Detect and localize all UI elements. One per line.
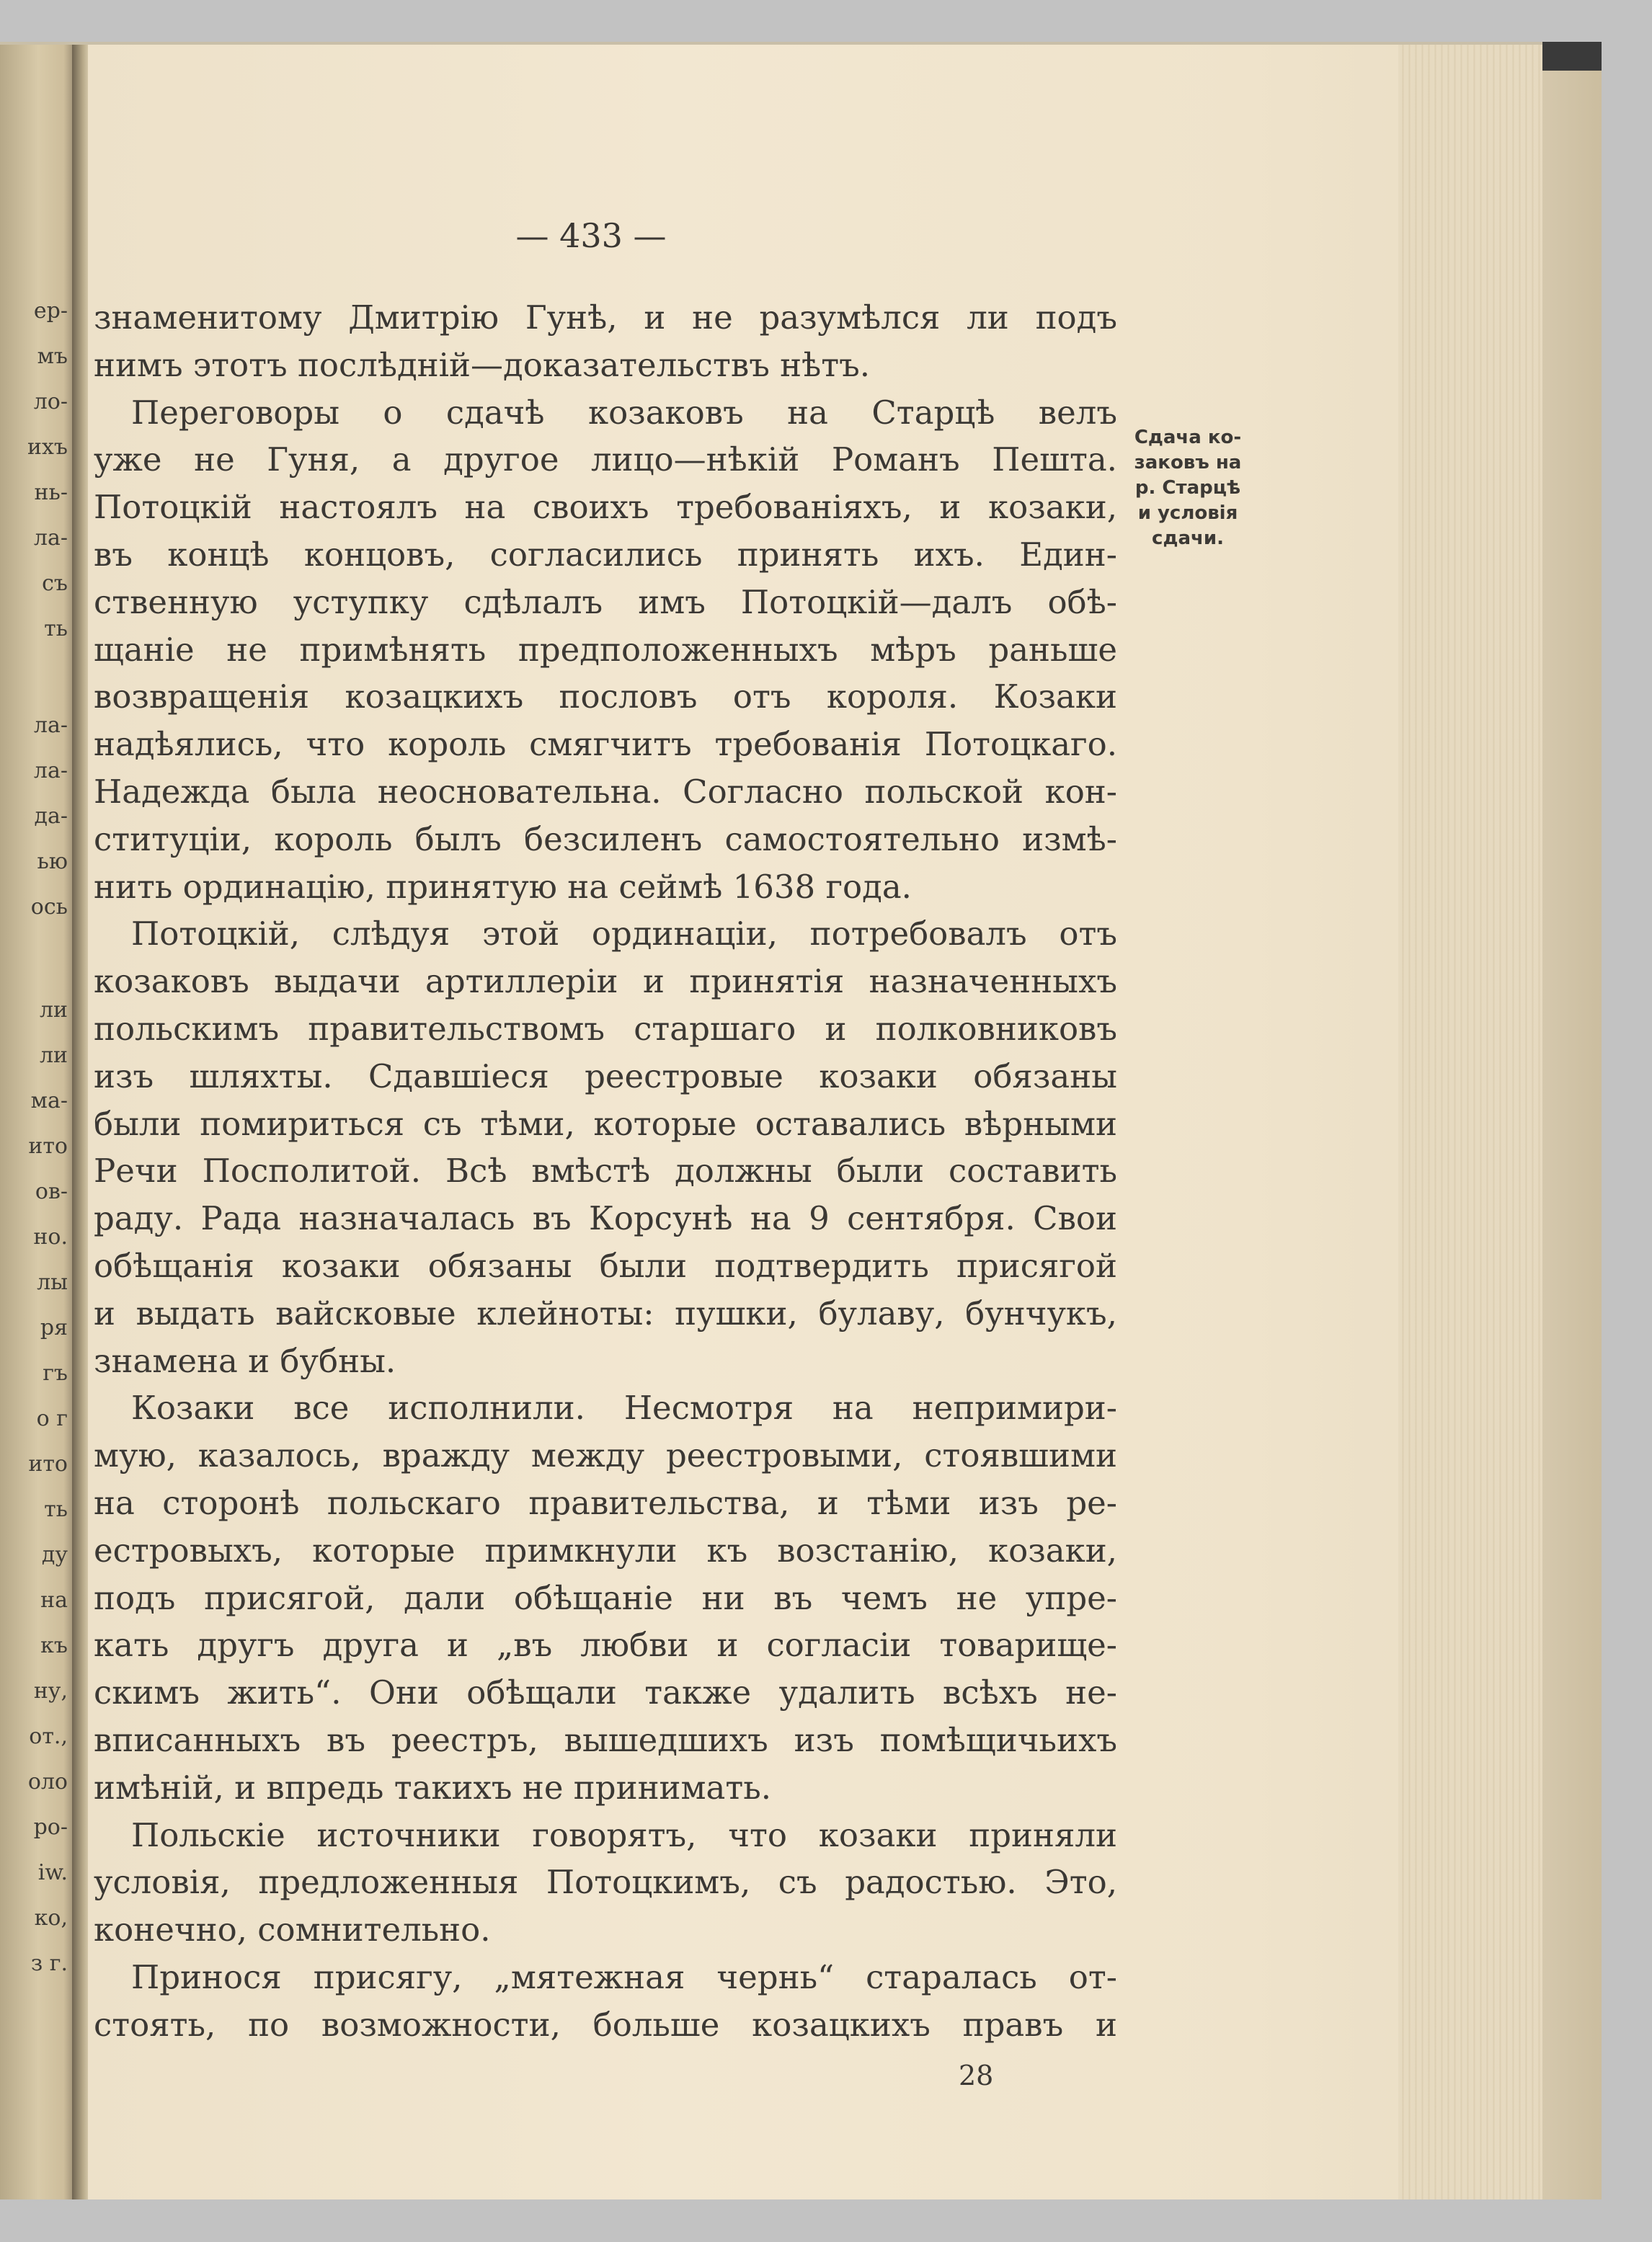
left-fragment-line: от., — [29, 1724, 68, 1749]
text-line: нимъ этотъ послѣднiй—доказательствъ нѣтъ. — [94, 345, 871, 384]
text-line: вписанныхъ въ реестръ, вышедшихъ изъ помѣщичьихъ — [94, 1720, 1117, 1759]
text-line: Козаки все исполнили. Несмотря на непримири- — [131, 1389, 1117, 1428]
left-fragment-line: ью — [37, 849, 68, 874]
text-line: польскимъ правительствомъ старшаго и полковниковъ — [94, 1009, 1117, 1048]
left-fragment-line: ло- — [33, 389, 68, 414]
text-line: Потоцкiй настоялъ на своихъ требованiяхъ, и козаки, — [94, 488, 1117, 527]
body-text — [94, 294, 1117, 2048]
left-fragment-line: оло — [27, 1769, 68, 1794]
text-line: имѣнiй, и впредь такихъ не принимать. — [94, 1768, 772, 1807]
left-fragment-line: мъ — [37, 344, 68, 369]
left-fragment-line: ть — [44, 616, 68, 641]
signature-mark: 28 — [959, 2060, 994, 2091]
left-fragment-line: ихъ — [27, 435, 68, 460]
text-line: изъ шляхты. Сдавшiеся реестровые козаки обязаны — [94, 1057, 1117, 1095]
scanner-edge — [1542, 42, 1602, 71]
text-line: Потоцкiй, слѣдуя этой ординацiи, потребовалъ отъ — [131, 915, 1117, 953]
left-fragment-line: лы — [37, 1270, 68, 1295]
left-fragment-line: ла- — [33, 758, 68, 783]
text-line: естровыхъ, которые примкнули къ возстанiю, козаки, — [94, 1531, 1117, 1570]
left-fragment-line: ну, — [33, 1678, 68, 1704]
text-line: ституцiи, король былъ безсиленъ самостоятельно измѣ- — [94, 819, 1117, 858]
text-line: знамена и бубны. — [94, 1341, 396, 1380]
left-fragment-line: з г. — [30, 1951, 68, 1976]
left-fragment-line: ито — [28, 1451, 68, 1477]
next-page-edge — [1542, 71, 1602, 2199]
left-fragment-line: ли — [39, 1043, 68, 1068]
left-fragment-line: ду — [41, 1542, 68, 1567]
margin-note — [1116, 425, 1260, 551]
text-line: Польскiе источники говорятъ, что козаки приняли — [131, 1815, 1117, 1854]
page-number: — 433 — — [515, 216, 667, 255]
text-line: козаковъ выдачи артиллерiи и принятiя назначенныхъ — [94, 962, 1117, 1001]
text-line: надѣялись, что король смягчитъ требованiя Потоцкаго. — [94, 725, 1117, 764]
left-fragment-line: iw. — [37, 1860, 68, 1885]
left-fragment-line: ито — [28, 1134, 68, 1159]
left-fragment-line: гъ — [43, 1361, 68, 1386]
left-page-fragment-2 — [3, 703, 68, 930]
left-fragment-line: съ — [42, 571, 68, 596]
left-fragment-line: да- — [34, 804, 68, 829]
text-line: ственную уступку сдѣлалъ имъ Потоцкiй—далъ обѣ- — [94, 582, 1117, 621]
text-line: Надежда была неосновательна. Согласно польской кон- — [94, 772, 1117, 811]
margin-note-text: Сдача ко- заковъ на р. Старцѣ и условія сдачи. — [1134, 427, 1242, 549]
text-line: Речи Посполитой. Всѣ вмѣстѣ должны были составить — [94, 1152, 1117, 1191]
left-fragment-line: къ — [40, 1633, 68, 1658]
left-fragment-line: о г — [36, 1406, 68, 1431]
left-fragment-line: ть — [44, 1497, 68, 1522]
left-fragment-line: ко, — [34, 1905, 68, 1931]
left-fragment-line: нь- — [34, 480, 68, 505]
left-fragment-line: ов- — [35, 1179, 68, 1204]
text-line: въ концѣ концовъ, согласились принять ихъ. Един- — [94, 535, 1117, 574]
left-fragment-line: ла- — [33, 525, 68, 551]
left-fragment-line: но. — [33, 1224, 68, 1250]
left-fragment-line: ли — [39, 997, 68, 1023]
left-fragment-line: ря — [40, 1315, 68, 1340]
text-line: знаменитому Дмитрію Гунѣ, и не разумѣлся ли подъ — [94, 298, 1117, 337]
text-line: обѣщанiя козаки обязаны были подтвердить присягой — [94, 1246, 1117, 1285]
left-fragment-line: ла- — [33, 713, 68, 738]
text-line: на сторонѣ польскаго правительства, и тѣми изъ ре- — [94, 1483, 1117, 1522]
text-line: скимъ жить“. Они обѣщали также удалить всѣхъ не- — [94, 1673, 1117, 1712]
text-line: кать другъ друга и „въ любви и согласiи товарище- — [94, 1626, 1117, 1665]
text-line: были помириться съ тѣми, которые оставались вѣрными — [94, 1104, 1117, 1143]
left-fragment-line: ер- — [33, 298, 68, 324]
left-fragment-line: ро- — [33, 1815, 68, 1840]
text-line: мую, казалось, вражду между реестровыми, стоявшими — [94, 1436, 1117, 1475]
left-fragment-line: ма- — [30, 1088, 68, 1113]
text-line: стоять, по возможности, больше козацкихъ правъ и — [94, 2005, 1117, 2044]
text-line: подъ присягой, дали обѣщанiе ни въ чемъ не упре- — [94, 1578, 1117, 1617]
text-line: возвращенiя козацкихъ пословъ отъ короля. Козаки — [94, 677, 1117, 716]
page-edges — [1398, 45, 1542, 2199]
text-line: уже не Гуня, а другое лицо—нѣкiй Романъ Пешта. — [94, 440, 1117, 479]
left-fragment-line: ось — [30, 894, 68, 920]
text-line: конечно, сомнительно. — [94, 1910, 491, 1949]
text-line: условiя, предложенныя Потоцкимъ, съ радостью. Это, — [94, 1863, 1117, 1902]
text-line: Принося присягу, „мятежная чернь“ старалась от- — [131, 1957, 1117, 1996]
text-line: раду. Рада назначалась въ Корсунѣ на 9 сентября. Свои — [94, 1199, 1117, 1238]
left-page-fragment-3 — [3, 987, 68, 1986]
text-line: нить ординацiю, принятую на сеймѣ 1638 года. — [94, 867, 912, 906]
left-fragment-line: на — [40, 1588, 68, 1613]
text-line: Переговоры о сдачѣ козаковъ на Старцѣ велъ — [131, 393, 1117, 432]
text-line: щанiе не примѣнять предположенныхъ мѣръ раньше — [94, 630, 1117, 669]
left-page-fragment-1 — [3, 288, 68, 651]
text-line: и выдать вайсковые клейноты: пушки, булаву, бунчукъ, — [94, 1294, 1117, 1333]
